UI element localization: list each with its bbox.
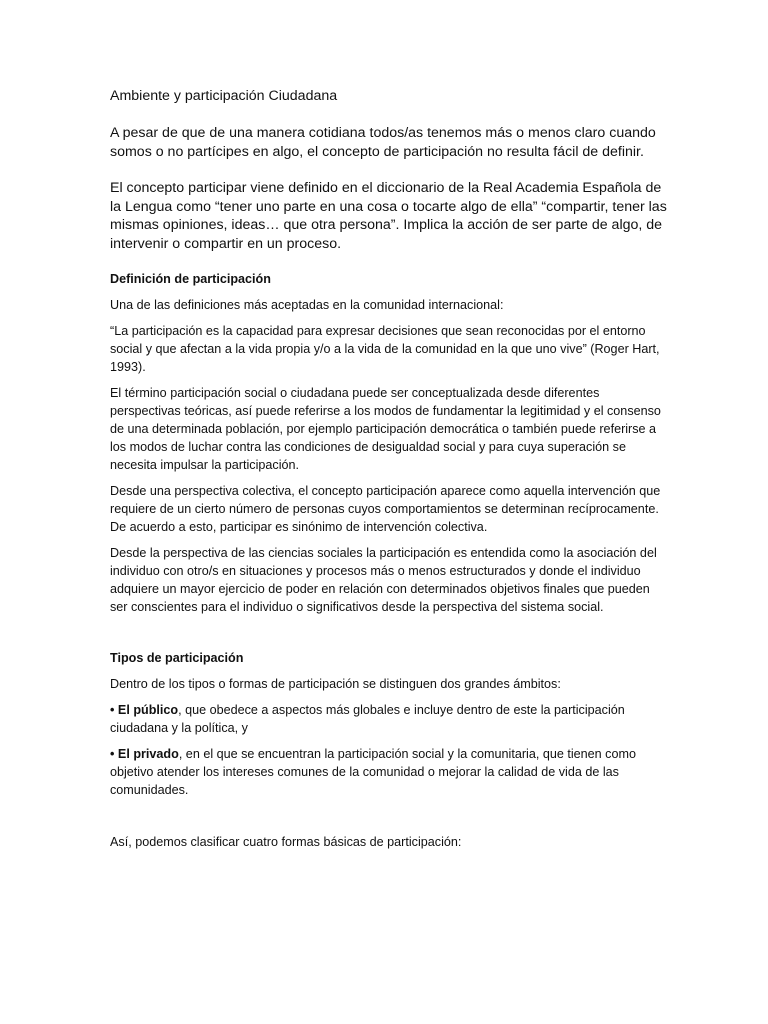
bullet-term: El privado (117, 747, 179, 761)
bullet-text: , en el que se encuentran la participación social y la comunitaria, que tienen como objetivo atender los intereses comunes de la comunidad o mejorar la calidad de vida de las comunidades. (110, 747, 636, 797)
bullet-text: , que obedece a aspectos más globales e incluye dentro de este la participación ciudadana y la política, y (110, 703, 625, 735)
types-heading: Tipos de participación (110, 651, 244, 665)
bullet-marker: • (110, 703, 115, 717)
section-spacer (110, 807, 670, 833)
definition-paragraph-3: El término participación social o ciudadana puede ser conceptualizada desde diferentes perspectivas teóricas, así puede referirse a los modos de fundamentar la legitimidad y el consenso de una determinada población, por ejemplo participación democrática o también puede referirse a los modos de luchar contra las condiciones de desigualdad social y para cuya superación se necesita impulsar la participación. (110, 386, 661, 472)
document-page (110, 86, 670, 859)
bullet-term: El público (117, 703, 179, 717)
definition-heading: Definición de participación (110, 272, 271, 286)
types-intro: Dentro de los tipos o formas de participación se distinguen dos grandes ámbitos: (110, 677, 561, 691)
definition-quote: “La participación es la capacidad para expresar decisiones que sean reconocidas por el entorno social y que afectan a la vida propia y/o a la vida de la comunidad en la que uno vive” (Roger Hart, 1993). (110, 324, 660, 374)
closing-paragraph: Así, podemos clasificar cuatro formas básicas de participación: (110, 835, 462, 849)
intro-paragraph-1: A pesar de que de una manera cotidiana todos/as tenemos más o menos claro cuando somos o no partícipes en algo, el concepto de participación no resulta fácil de definir. (110, 125, 656, 160)
definition-paragraph-4: Desde una perspectiva colectiva, el concepto participación aparece como aquella intervención que requiere de un cierto número de personas cuyos comportamientos se determinan recíprocamente. De acuerdo a esto, participar es sinónimo de intervención colectiva. (110, 484, 661, 534)
definition-paragraph-1: Una de las definiciones más aceptadas en la comunidad internacional: (110, 298, 504, 312)
document-title: Ambiente y participación Ciudadana (110, 88, 338, 104)
intro-paragraph-2: El concepto participar viene definido en el diccionario de la Real Academia Española de la Lengua como “tener uno parte en una cosa o tocarte algo de ella” “compartir, tener las mismas opiniones, ideas… que otra persona”. Implica la acción de ser parte de algo, de intervenir o compartir en un proceso. (110, 180, 667, 252)
bullet-private (110, 745, 670, 799)
section-spacer (110, 624, 670, 650)
bullet-public (110, 701, 670, 737)
bullet-marker: • (110, 747, 115, 761)
definition-paragraph-5: Desde la perspectiva de las ciencias sociales la participación es entendida como la asociación del individuo con otro/s en situaciones y procesos más o menos estructurados y donde el individuo adquiere un mayor ejercicio de poder en relación con determinados objetivos finales que pueden ser conscientes para el individuo o significativos desde la perspectiva del sistema social. (110, 546, 657, 614)
